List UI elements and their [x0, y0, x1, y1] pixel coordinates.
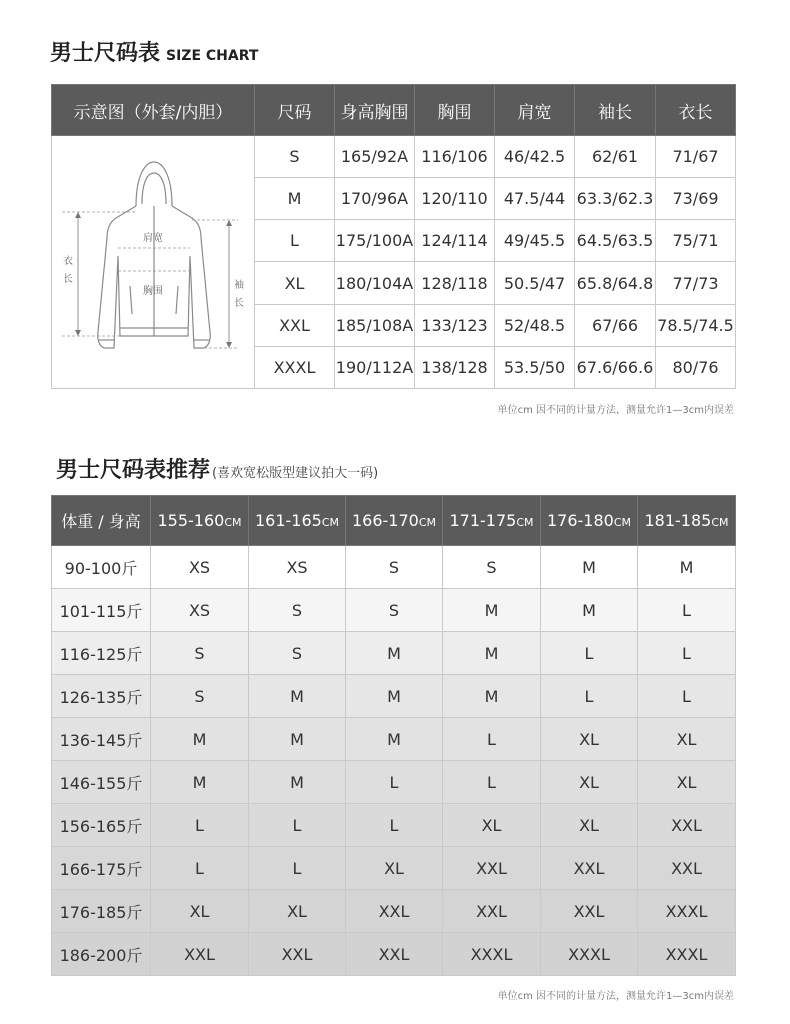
- size-chart-title-cn: 男士尺码表: [50, 41, 161, 66]
- length-cell: 73/69: [656, 178, 736, 220]
- recommend-title-text: 男士尺码表推荐: [56, 458, 211, 483]
- size-cell: XL: [541, 761, 638, 804]
- size-cell: L: [638, 675, 736, 718]
- sleeve-cell: 63.3/62.3: [575, 178, 656, 220]
- height-unit: CM: [613, 516, 632, 529]
- size-cell: L: [541, 675, 638, 718]
- shoulder-cell: 46/42.5: [495, 136, 575, 178]
- size-cell: XXXL: [443, 933, 541, 976]
- table-row: [52, 718, 736, 761]
- weight-cell: 90-100斤: [52, 546, 151, 589]
- size-cell: S: [249, 589, 346, 632]
- size-cell: XXL: [346, 890, 443, 933]
- height-chest-cell: 190/112A: [335, 346, 415, 388]
- height-unit: CM: [418, 516, 437, 529]
- header-sleeve: 袖长: [575, 85, 656, 136]
- height-unit: CM: [224, 516, 242, 529]
- weight-cell: 146-155斤: [52, 761, 151, 804]
- size-cell: XXL: [443, 847, 541, 890]
- header-diagram: 示意图（外套/内胆）: [52, 85, 255, 136]
- size-cell: S: [255, 136, 335, 178]
- height-chest-cell: 165/92A: [335, 136, 415, 178]
- header-height: [151, 496, 249, 546]
- height-range: 176-180: [546, 511, 614, 530]
- chest-cell: 124/114: [415, 220, 495, 262]
- size-cell: M: [541, 589, 638, 632]
- size-chart-title: [50, 36, 258, 67]
- weight-cell: 186-200斤: [52, 933, 151, 976]
- shoulder-cell: 50.5/47: [495, 262, 575, 304]
- length-cell: 77/73: [656, 262, 736, 304]
- table-row: [52, 847, 736, 890]
- shoulder-cell: 52/48.5: [495, 304, 575, 346]
- header-chest: 胸围: [415, 85, 495, 136]
- size-cell: XXXL: [638, 890, 736, 933]
- size-cell: M: [249, 675, 346, 718]
- size-cell: XXL: [541, 890, 638, 933]
- size-cell: L: [541, 632, 638, 675]
- diagram-label-sleeve-2: 长: [234, 298, 244, 309]
- table-row: [52, 546, 736, 589]
- size-cell: XS: [249, 546, 346, 589]
- sleeve-cell: 67/66: [575, 304, 656, 346]
- size-cell: M: [443, 675, 541, 718]
- table-row: [52, 632, 736, 675]
- size-cell: M: [638, 546, 736, 589]
- chest-cell: 120/110: [415, 178, 495, 220]
- size-cell: S: [346, 546, 443, 589]
- jacket-diagram: [52, 136, 255, 388]
- length-cell: 75/71: [656, 220, 736, 262]
- size-cell: XXXL: [255, 346, 335, 388]
- sleeve-cell: 65.8/64.8: [575, 262, 656, 304]
- size-cell: L: [638, 589, 736, 632]
- size-cell: XXL: [346, 933, 443, 976]
- size-cell: L: [346, 761, 443, 804]
- size-cell: XXL: [541, 847, 638, 890]
- table-row: [52, 761, 736, 804]
- diagram-label-sleeve-1: 袖: [234, 280, 244, 291]
- size-cell: L: [346, 804, 443, 847]
- length-cell: 80/76: [656, 346, 736, 388]
- size-cell: XXL: [638, 847, 736, 890]
- size-cell: XXL: [249, 933, 346, 976]
- size-cell: XXL: [443, 890, 541, 933]
- height-chest-cell: 170/96A: [335, 178, 415, 220]
- length-cell: 71/67: [656, 136, 736, 178]
- size-cell: XL: [255, 262, 335, 304]
- size-cell: S: [443, 546, 541, 589]
- height-range: 171-175: [449, 511, 517, 530]
- diagram-label-shoulder: 肩宽: [143, 233, 163, 244]
- height-chest-cell: 185/108A: [335, 304, 415, 346]
- chest-cell: 133/123: [415, 304, 495, 346]
- header-height: [346, 496, 443, 546]
- weight-cell: 116-125斤: [52, 632, 151, 675]
- size-cell: XL: [638, 761, 736, 804]
- header-height-chest: 身高胸围: [335, 85, 415, 136]
- size-cell: L: [151, 847, 249, 890]
- weight-cell: 156-165斤: [52, 804, 151, 847]
- size-cell: XXXL: [638, 933, 736, 976]
- size-cell: L: [638, 632, 736, 675]
- size-cell: M: [541, 546, 638, 589]
- size-cell: XS: [151, 589, 249, 632]
- recommend-subtitle: (喜欢宽松版型建议拍大一码): [212, 466, 379, 481]
- height-range: 161-165: [254, 511, 322, 530]
- size-chart-header-row: [52, 85, 736, 136]
- size-cell: XXL: [255, 304, 335, 346]
- height-unit: CM: [321, 516, 340, 529]
- sleeve-cell: 67.6/66.6: [575, 346, 656, 388]
- size-cell: M: [346, 632, 443, 675]
- size-cell: XL: [151, 890, 249, 933]
- size-cell: L: [249, 804, 346, 847]
- sleeve-cell: 62/61: [575, 136, 656, 178]
- chest-cell: 128/118: [415, 262, 495, 304]
- height-range: 155-160: [157, 511, 225, 530]
- size-cell: M: [443, 589, 541, 632]
- size-cell: S: [346, 589, 443, 632]
- diagram-label-length-1: 衣: [63, 256, 73, 267]
- shoulder-cell: 49/45.5: [495, 220, 575, 262]
- size-cell: M: [346, 718, 443, 761]
- weight-cell: 166-175斤: [52, 847, 151, 890]
- chest-cell: 116/106: [415, 136, 495, 178]
- size-chart-title-en: SIZE CHART: [166, 48, 259, 64]
- diagram-label-chest: 胸围: [143, 286, 163, 297]
- weight-cell: 101-115斤: [52, 589, 151, 632]
- size-cell: M: [443, 632, 541, 675]
- size-cell: XL: [638, 718, 736, 761]
- height-range: 166-170: [351, 511, 419, 530]
- size-cell: L: [443, 761, 541, 804]
- weight-cell: 176-185斤: [52, 890, 151, 933]
- header-weight-height: 体重 / 身高: [52, 496, 151, 546]
- size-cell: L: [443, 718, 541, 761]
- length-cell: 78.5/74.5: [656, 304, 736, 346]
- height-unit: CM: [711, 516, 729, 529]
- table-row: [52, 933, 736, 976]
- header-height: [541, 496, 638, 546]
- size-cell: XL: [541, 718, 638, 761]
- size-cell: M: [255, 178, 335, 220]
- size-cell: M: [249, 718, 346, 761]
- height-unit: CM: [516, 516, 534, 529]
- size-cell: XL: [541, 804, 638, 847]
- size-cell: M: [346, 675, 443, 718]
- size-cell: XL: [249, 890, 346, 933]
- chest-cell: 138/128: [415, 346, 495, 388]
- size-cell: S: [249, 632, 346, 675]
- table-row: [52, 136, 736, 178]
- jacket-diagram-cell: [52, 136, 255, 389]
- height-range: 181-185: [644, 511, 712, 530]
- header-height: [443, 496, 541, 546]
- size-cell: XXL: [151, 933, 249, 976]
- table-row: [52, 675, 736, 718]
- size-cell: XL: [346, 847, 443, 890]
- header-size: 尺码: [255, 85, 335, 136]
- sleeve-cell: 64.5/63.5: [575, 220, 656, 262]
- header-height: [638, 496, 736, 546]
- table-row: [52, 890, 736, 933]
- size-cell: XXXL: [541, 933, 638, 976]
- size-cell: XS: [151, 546, 249, 589]
- header-shoulder: 肩宽: [495, 85, 575, 136]
- height-chest-cell: 180/104A: [335, 262, 415, 304]
- size-cell: S: [151, 675, 249, 718]
- size-cell: XXL: [638, 804, 736, 847]
- recommend-header-row: [52, 496, 736, 546]
- size-cell: L: [151, 804, 249, 847]
- recommend-note: 单位cm 因不同的计量方法，测量允许1—3cm内误差: [497, 991, 734, 1002]
- size-cell: M: [151, 761, 249, 804]
- weight-cell: 126-135斤: [52, 675, 151, 718]
- size-cell: L: [249, 847, 346, 890]
- size-chart-note: 单位cm 因不同的计量方法，测量允许1—3cm内误差: [497, 405, 734, 416]
- header-length: 衣长: [656, 85, 736, 136]
- recommend-table: [51, 495, 736, 976]
- size-chart-table: [51, 84, 736, 389]
- size-cell: XL: [443, 804, 541, 847]
- height-chest-cell: 175/100A: [335, 220, 415, 262]
- size-cell: M: [249, 761, 346, 804]
- diagram-label-length-2: 长: [63, 274, 73, 285]
- shoulder-cell: 47.5/44: [495, 178, 575, 220]
- table-row: [52, 804, 736, 847]
- table-row: [52, 589, 736, 632]
- header-height: [249, 496, 346, 546]
- recommend-title: [56, 453, 378, 484]
- shoulder-cell: 53.5/50: [495, 346, 575, 388]
- size-cell: L: [255, 220, 335, 262]
- size-cell: M: [151, 718, 249, 761]
- size-cell: S: [151, 632, 249, 675]
- weight-cell: 136-145斤: [52, 718, 151, 761]
